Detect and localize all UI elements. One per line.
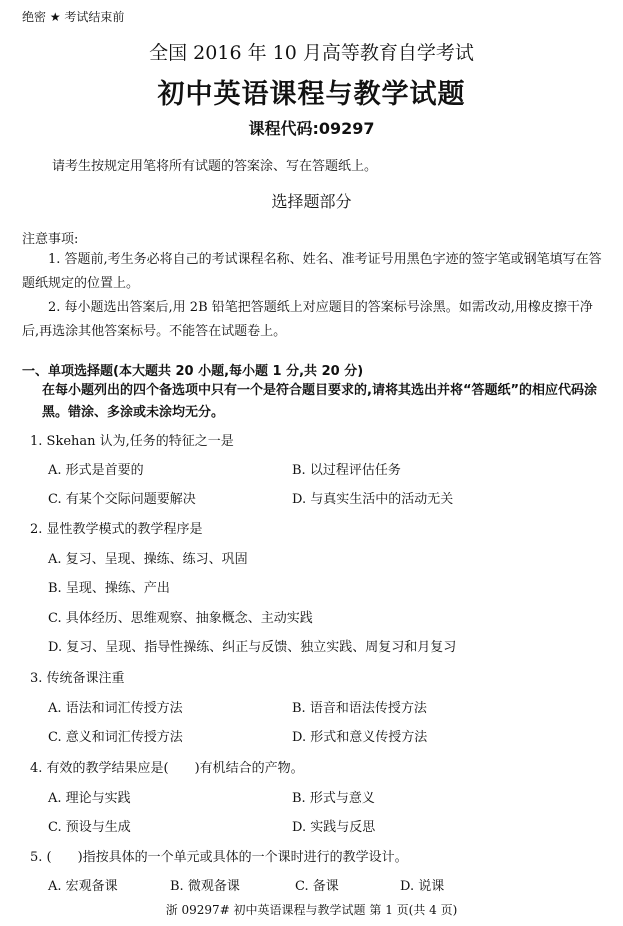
question-5-option-a: A. 宏观备课	[48, 879, 118, 894]
part-one-description: 在每小题列出的四个备选项中只有一个是符合题目要求的,请将其选出并将“答题纸”的相应代码涂黑。错涂、多涂或未涂均无分。	[42, 383, 598, 420]
part-one-heading: 一、单项选择题(本大题共 20 小题,每小题 1 分,共 20 分)	[22, 364, 364, 379]
page-footer: 浙 09297# 初中英语课程与教学试题 第 1 页(共 4 页)	[165, 903, 458, 917]
question-2-option-c: C. 具体经历、思维观察、抽象概念、主动实践	[48, 611, 313, 626]
question-4-stem: 4. 有效的教学结果应是( )有机结合的产物。	[30, 761, 304, 776]
question-1-option-d: D. 与真实生活中的活动无关	[292, 492, 454, 507]
question-2-option-a: A. 复习、呈现、操练、练习、巩固	[48, 552, 248, 567]
question-2-stem: 2. 显性教学模式的教学程序是	[30, 522, 203, 537]
section-heading: 选择题部分	[271, 192, 352, 211]
note-item-1: 1. 答题前,考生务必将自己的考试课程名称、姓名、准考证号用黑色字迹的签字笔或钢笔填写在答题纸规定的位置上。	[22, 252, 602, 291]
question-5-option-c: C. 备课	[295, 879, 339, 894]
confidential-label: 绝密 ★ 考试结束前	[22, 10, 125, 24]
question-4-option-c: C. 预设与生成	[48, 820, 131, 835]
question-2-option-b: B. 呈现、操练、产出	[48, 581, 170, 596]
question-4-option-d: D. 实践与反思	[292, 820, 376, 835]
question-1-option-b: B. 以过程评估任务	[292, 463, 401, 478]
question-3-option-b: B. 语音和语法传授方法	[292, 701, 427, 716]
question-1-option-c: C. 有某个交际问题要解决	[48, 492, 196, 507]
question-5-option-d: D. 说课	[400, 879, 445, 894]
notes-label: 注意事项:	[22, 232, 79, 247]
question-3-option-a: A. 语法和词汇传授方法	[48, 701, 183, 716]
question-3-option-d: D. 形式和意义传授方法	[292, 730, 428, 745]
course-title: 初中英语课程与教学试题	[157, 79, 466, 110]
question-5-stem: 5. ( )指按具体的一个单元或具体的一个课时进行的教学设计。	[30, 850, 408, 865]
exam-title: 全国 2016 年 10 月高等教育自学考试	[149, 42, 474, 64]
question-5-option-b: B. 微观备课	[170, 879, 240, 894]
question-2-option-d: D. 复习、呈现、指导性操练、纠正与反馈、独立实践、周复习和月复习	[48, 640, 457, 655]
question-3-stem: 3. 传统备课注重	[30, 671, 125, 686]
question-1-option-a: A. 形式是首要的	[48, 463, 144, 478]
question-4-option-b: B. 形式与意义	[292, 791, 375, 806]
question-3-option-c: C. 意义和词汇传授方法	[48, 730, 183, 745]
answer-instruction: 请考生按规定用笔将所有试题的答案涂、写在答题纸上。	[52, 159, 378, 174]
question-4-option-a: A. 理论与实践	[48, 791, 131, 806]
course-code: 课程代码:09297	[248, 119, 375, 138]
question-1-stem: 1. Skehan 认为,任务的特征之一是	[30, 434, 234, 449]
note-item-2: 2. 每小题选出答案后,用 2B 铅笔把答题纸上对应题目的答案标号涂黑。如需改动,用橡皮擦干净后,再选涂其他答案标号。不能答在试题卷上。	[22, 300, 593, 339]
